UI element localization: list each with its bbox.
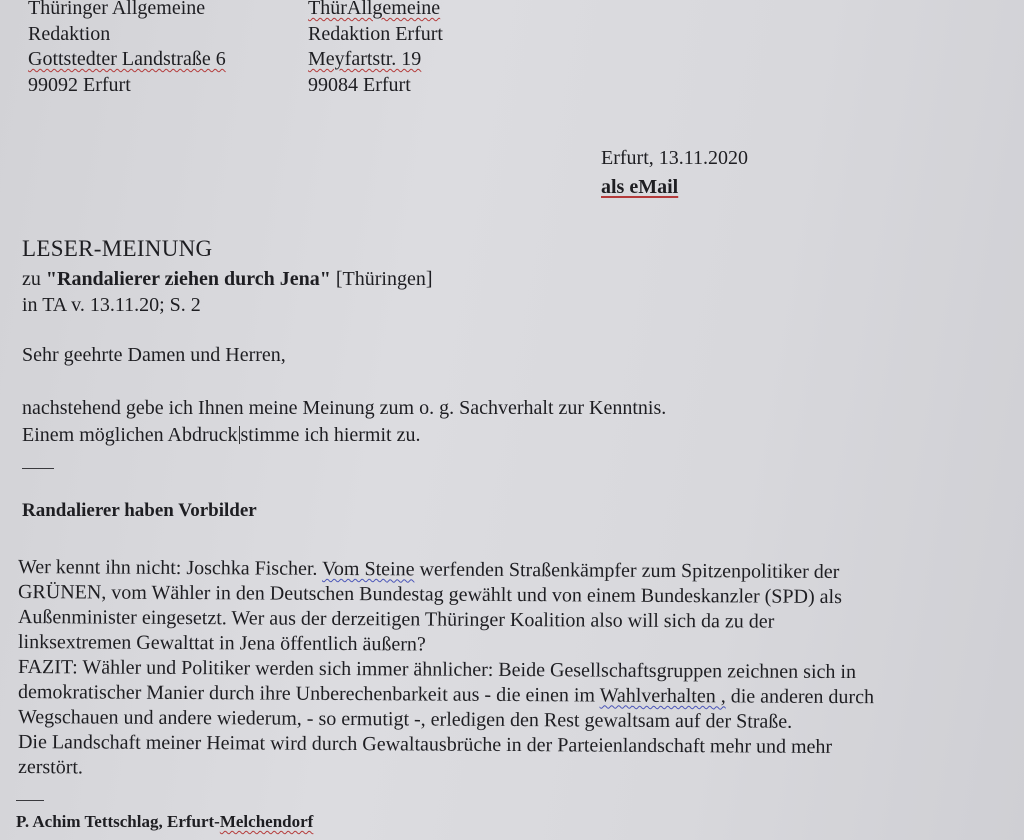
signature-name: P. Achim Tettschlag, Erfurt- (16, 812, 220, 831)
reference-section: [Thüringen] (330, 268, 433, 290)
paragraph-line-5: FAZIT: Wähler und Politiker werden sich immer ähnlicher: Beide Gesellschaftsgruppen zeichnen sich in (17, 656, 857, 684)
article-reference (22, 268, 433, 291)
recipient-right-dept: Redaktion Erfurt (308, 22, 443, 45)
signature-rule (16, 800, 44, 801)
recipient-right-city: 99084 Erfurt (308, 73, 411, 96)
reference-source: in TA v. 13.11.20; S. 2 (22, 294, 201, 316)
intro-line-1: nachstehend gebe ich Ihnen meine Meinung zum o. g. Sachverhalt zur Kenntnis. (22, 397, 667, 419)
text-cursor (239, 426, 240, 444)
recipient-left-dept: Redaktion (28, 22, 111, 45)
paragraph-line-6-a: demokratischer Manier durch ihre Unberechenbarkeit aus - die einen im (17, 681, 600, 707)
paragraph-line-1-c: werfenden Straßenkämpfer zum Spitzenpolitiker der (414, 558, 840, 584)
paragraph-line-1-b: Vom Steine (322, 557, 415, 581)
paragraph-line-6-b: Wahlverhalten , (599, 684, 726, 708)
paragraph-line-1 (18, 556, 839, 584)
place-date: Erfurt, 13.11.2020 (601, 147, 749, 169)
paragraph-line-2: GRÜNEN, vom Wähler in den Deutschen Bundestag gewählt und von einem Bundeskanzler (SPD) als (17, 581, 842, 609)
intro-line-2-b: stimme ich hiermit zu. (240, 424, 421, 446)
recipient-left (28, 0, 226, 98)
recipient-left-city: 99092 Erfurt (28, 73, 131, 96)
paragraph-line-4: linksextremen Gewalttat in Jena öffentlich äußern? (17, 631, 426, 656)
paragraph-line-3: Außenminister eingesetzt. Wer aus der derzeitigen Thüringer Koalition also will sich da zu der (17, 606, 775, 633)
paragraph-line-7: Wegschauen und andere wiederum, - so ermutigt -, erledigen den Rest gewaltsam auf der Straße. (17, 706, 793, 733)
reference-article-title: "Randalierer ziehen durch Jena" (45, 268, 331, 290)
intro-line-2 (22, 424, 420, 447)
recipient-right-street (308, 47, 443, 73)
recipient-right-street-text: Meyfartstr. 19 (308, 48, 422, 70)
paragraph-line-8: Die Landschaft meiner Heimat wird durch Gewaltausbrüche in der Parteienlandschaft mehr und mehr (17, 731, 833, 758)
paragraph-line-6-c: die anderen durch (725, 685, 875, 709)
opinion-title: Randalierer haben Vorbilder (22, 500, 257, 521)
signature-district: Melchendorf (219, 812, 314, 831)
recipient-right (308, 0, 443, 98)
salutation: Sehr geehrte Damen und Herren, (22, 344, 286, 366)
paragraph-line-1-a: Wer kennt ihn nicht: Joschka Fischer. (17, 556, 323, 580)
signature (16, 812, 313, 832)
paragraph-line-9: zerstört. (17, 756, 84, 779)
recipient-right-name (308, 0, 443, 22)
recipient-right-name-text: ThürAllgemeine (308, 0, 441, 19)
separator-rule (22, 468, 54, 469)
delivery-method: als eMail (601, 176, 679, 198)
recipient-left-street (28, 47, 226, 73)
paragraph-line-6 (18, 681, 874, 709)
reference-prefix: zu (22, 268, 46, 290)
letter-heading: LESER-MEINUNG (22, 236, 213, 261)
recipient-left-name: Thüringer Allgemeine (28, 0, 206, 19)
street-word: Gottstedter Landstraße 6 (28, 48, 226, 70)
intro-line-2-a: Einem möglichen Abdruck (22, 424, 238, 446)
